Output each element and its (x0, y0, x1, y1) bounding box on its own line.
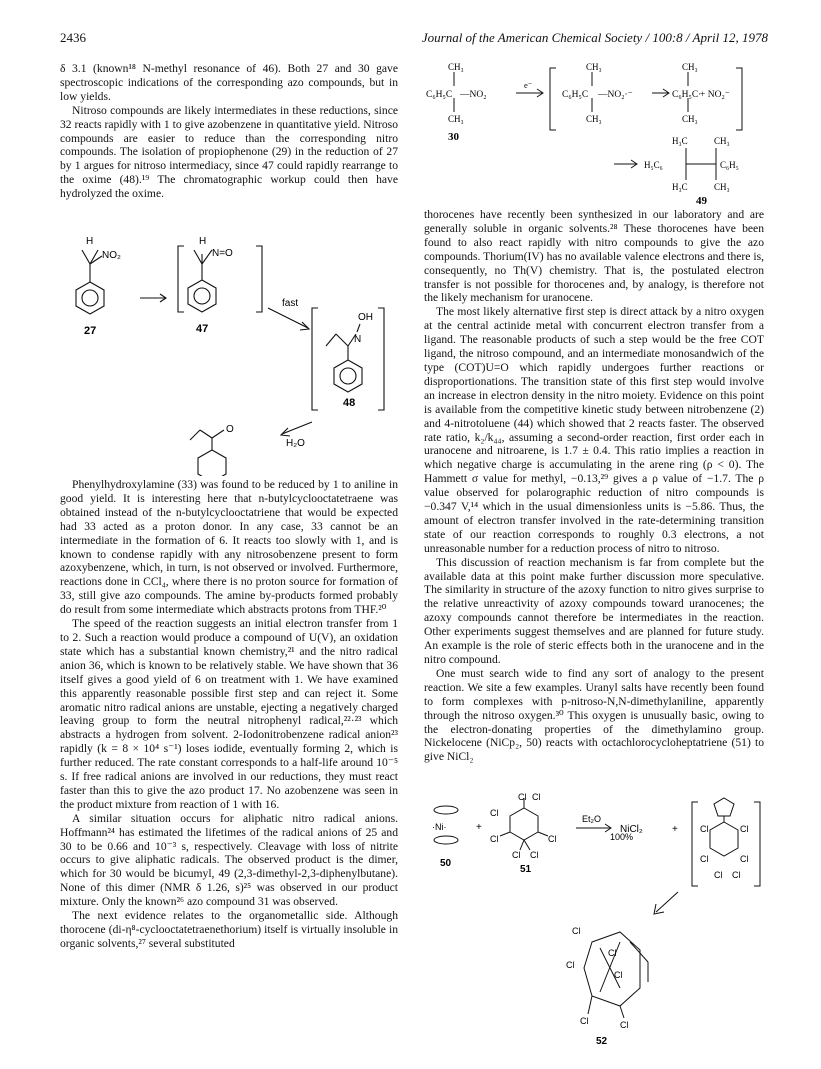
atom-label: CH₃ (586, 62, 602, 72)
page-number: 2436 (60, 30, 86, 45)
paragraph: Phenylhydroxylamine (33) was found to be reduced by 1 to aniline in good yield. It is interesting here that n-butylcyclooctatetraene was obtained instead of the n-butylcyclooctatriene that would be expected had 33 acted as a proton donor. In any case, 33 cannot be an intermediate in the formation of 6. It reacts too slowly with 1, and is known to condense rapidly with any nitrosobenzene present to form azoxybenzene, which, in turn, is not observed or involved. Furthermore, reactions done in CCl₄, where there is no proton source for formation of 33, still give azo compounds. The amine by-products formed probably do result from some intermediate which abstracts protons from THF.²⁰ (60, 478, 398, 617)
left-column-lower (60, 478, 398, 951)
atom-label: OH (358, 312, 373, 323)
atom-label: H (199, 236, 207, 247)
atom-label: Cl (548, 834, 557, 844)
atom-label: N (354, 334, 362, 345)
atom-label: C₆H₅C· (672, 90, 702, 100)
atom-label: Cl (530, 850, 539, 860)
compound-label-49: 49 (696, 195, 707, 206)
atom-label: CH₃ (448, 114, 464, 124)
atom-label: N=O (212, 248, 233, 259)
product-label: NiCl₂ (620, 824, 643, 835)
journal-running-title: Journal of the American Chemical Society / 100:8 / April 12, 1978 (421, 30, 768, 45)
page-header (60, 30, 768, 50)
atom-label: CH₃ (448, 62, 464, 72)
atom-label: NO₂ (102, 250, 121, 261)
compound-label-51: 51 (520, 864, 532, 875)
paragraph: Nitroso compounds are likely intermediates in these reductions, since 32 reacts rapidly with 1 to give azobenzene in quantitative yield. Nitroso compounds are easier to reduce than the corresponding nitro compounds. The isolation of propiophenone (29) in the reduction of 27 by 1 argues for nitroso intermediacy, since 47 could rapidly rearrange to the oxime (48).¹⁹ The chromatographic workup could then have hydrolyzed the oxime. (60, 103, 398, 201)
atom-label: + NO₂⁻ (700, 90, 730, 100)
compound-label-48: 48 (343, 397, 356, 409)
paragraph: One must search wide to find any sort of analogy to the present reaction. We site a few examples. Uranyl salts have recently been found to form complexes with p-nitroso-N,N-dimethylaniline, apparently through the nitroso oxygen.³⁰ This oxygen is unusually basic, owing to the electron-donating properties of the dimethylamino group. Nickelocene (NiCp₂, 50) reacts with octachlorocycloheptatriene (51) to give NiCl₂ (424, 666, 764, 764)
atom-label: Cl (532, 792, 541, 802)
plus-sign: + (672, 824, 678, 835)
atom-label: C₆H₅ (720, 160, 739, 170)
atom-label: —NO₂·⁻ (598, 90, 633, 100)
atom-label: CH₃ (682, 62, 698, 72)
scheme-radical-anion (424, 58, 764, 206)
atom-label: Cl (518, 792, 527, 802)
arrow-label: H₂O (286, 438, 305, 449)
atom-label: H₃C (672, 136, 688, 146)
arrow-label: e⁻ (524, 80, 533, 90)
atom-label: Cl (740, 854, 749, 864)
atom-label: CH₃ (682, 114, 698, 124)
atom-label: Cl (732, 870, 741, 880)
left-column (60, 62, 398, 201)
atom-label: Cl (614, 970, 623, 980)
atom-label: Cl (714, 870, 723, 880)
atom-label: C₆H₅C (562, 90, 589, 100)
atom-label: H₅C₆ (644, 160, 663, 170)
atom-label: Cl (740, 824, 749, 834)
paragraph: The speed of the reaction suggests an initial electron transfer from 1 to 2. Such a reaction would produce a compound of U(V), an oxidation state which has a substantial known chemistry,²¹ and the nitro radical anion 36, which is known to be relatively stable. We have shown that 36 itself gives a good yield of 6 on treatment with 1. We have examined this apparently reasonable possible first step and can reject it. Some aromatic nitro radical anions are unstable, ejecting a negatively charged leaving group to form the neutral nitrophenyl radical,²²·²³ which abstracts a hydrogen from solvent. 2-Iodonitrobenzene radical anion²³ rapidly (k = 8 × 10⁴ s⁻¹) loses iodide, eventually forming 2, which is further reduced. The rate constant corresponds to a half-life around 10⁻⁵ s. If free radical anions are involved in our reductions, they must react faster than this to give the azo product 17. No azobenzene was seen in the product mixture from reaction of 1 with 16. (60, 617, 398, 811)
compound-label-30: 30 (448, 131, 459, 143)
atom-label: Cl (490, 834, 499, 844)
paragraph: A similar situation occurs for aliphatic nitro radical anions. Hoffmann²⁴ has estimated the lifetimes of the radical anions of 25 and 30 to be 0.66 and 10⁻³ s, respectively. Cleavage with loss of nitrite occurs to give aliphatic radicals. The observed product is the dimer, which for 30 would be bicumyl, 49 (2,3-dimethyl-2,3-diphenylbutane). None of this dimer (NMR δ 1.26, s)²⁵ was observed in our product mixture. Only the known²⁶ azo compound 31 was observed. (60, 811, 398, 909)
paragraph: thorocenes have recently been synthesized in our laboratory and are generally soluble in organic solvents.²⁸ These thorocenes have been found to also react rapidly with nitro compounds to give the azo compounds. Thorium(IV) has no available valence electrons and there is, consequently, no Th(V) chemistry. That is, the postulated electron transfer is not possible for thorocenes and, by analogy, is therefore not the likely mechanism for uranocene. (424, 208, 764, 305)
compound-label-27: 27 (84, 325, 97, 337)
atom-label: C₆H₅C (426, 90, 453, 100)
right-column (424, 208, 764, 764)
plus-sign: + (476, 822, 482, 833)
compound-label-47: 47 (196, 323, 209, 335)
atom-label: Cl (700, 854, 709, 864)
atom-label: CH₃ (714, 136, 730, 146)
scheme-nickelocene (424, 792, 764, 1054)
atom-label: Cl (572, 926, 581, 936)
atom-label: —NO₂ (460, 90, 487, 100)
atom-label: CH₃ (586, 114, 602, 124)
atom-label: Cl (512, 850, 521, 860)
atom-label: Cl (608, 948, 617, 958)
paragraph: The most likely alternative first step is direct attack by a nitro oxygen at the central actinide metal with concurrent electron transfer from a ligand. The reasonable products of such a step would be the free COT ligand, the nitroso compound, and an intermediate monosandwich of the type (COT)U=O which rapidly undergoes further reactions or disproportionations. The transition state of this first step would involve an increase in electron density in the nitro moiety. Evidence on this point is available from the competitive kinetic study between nitrobenzene (2) and 4-nitrotoluene (44) which showed that 2 reacts faster. The observed rate ratio, k₂/k₄₄, assuming a second-order reaction, first order each in uranocene and nitroarene, is 1.7 ± 0.4. This ratio implies a reaction in which negative charge is accumulating in the arene ring (ρ < 0). The Hammett σ value for methyl, −0.13,²⁹ gives a ρ value of −1.7. The ρ value observed for polarographic reduction of nitro compounds is −0.347 V,¹⁴ which in the usual dimensionless units is −5.86. Thus, the amount of electron transfer involved in the rate-determining transition state of our reaction corresponds to roughly 0.3 electrons, a not unreasonable number for a reduction process of nitro to nitroso. (424, 305, 764, 555)
atom-label: ·Ni· (432, 822, 447, 832)
compound-label-50: 50 (440, 858, 452, 869)
arrow-label: 100% (610, 832, 634, 842)
paragraph: The next evidence relates to the organometallic side. Although thorocene (di-η⁸-cyclooctatetraenethorium) itself is virtually insoluble in organic solvents,²⁷ several substituted (60, 909, 398, 950)
atom-label: Cl (620, 1020, 629, 1030)
atom-label: Cl (580, 1016, 589, 1026)
atom-label: H (86, 236, 94, 247)
atom-label: Cl (566, 960, 575, 970)
atom-label: Cl (490, 808, 499, 818)
atom-label: CH₃ (714, 182, 730, 192)
atom-label: O (226, 424, 234, 435)
scheme-nitroso-oxime (60, 226, 400, 476)
paragraph: This discussion of reaction mechanism is far from complete but the available data at this point make further discussion more speculative. The similarity in structure of the azoxy function to nitro gives surprise to the relative unreactivity of azoxy compounds toward uranocenes; the azoxy compounds cannot therefore be intermediates in the reaction. Other experiments suggest themselves and are planned for future study. An example is the role of steric effects both in the uranocene and in the nitro compound. (424, 555, 764, 666)
atom-label: H₃C (672, 182, 688, 192)
arrow-label: Et₂O (582, 814, 601, 824)
paragraph: δ 3.1 (known¹⁸ N-methyl resonance of 46). Both 27 and 30 gave spectroscopic indications of the corresponding azo compounds, but in low yields. (60, 62, 398, 103)
atom-label: Cl (700, 824, 709, 834)
compound-label-52: 52 (596, 1036, 608, 1047)
arrow-label: fast (282, 298, 299, 309)
